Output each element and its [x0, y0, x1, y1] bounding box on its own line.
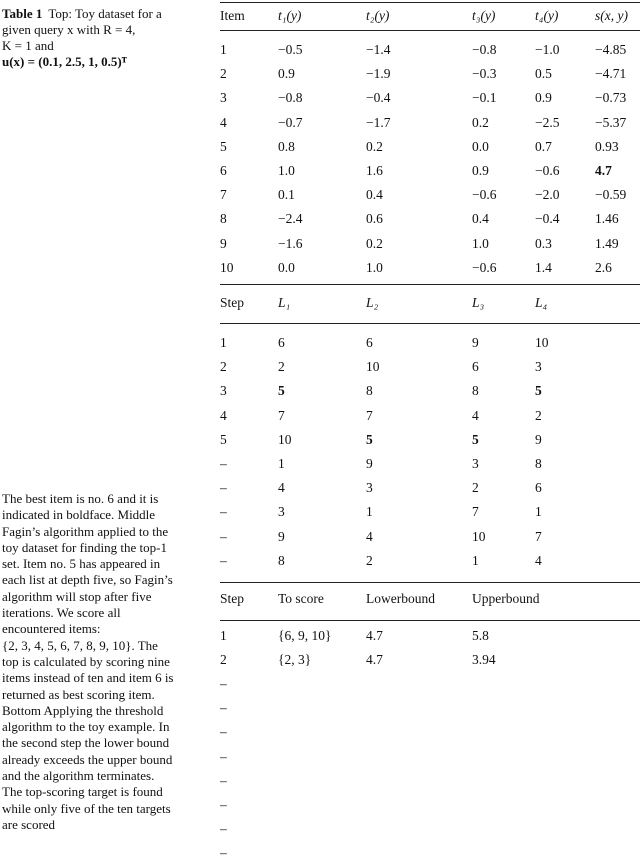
table-cell: −4.71: [595, 66, 627, 82]
table-cell: 2: [535, 407, 542, 423]
table-cell: 1: [278, 456, 285, 472]
table-row: [220, 207, 640, 231]
table-row: [220, 62, 640, 86]
caption-line: indicated in boldface. Middle: [2, 507, 156, 523]
table-cell: 1.0: [472, 235, 489, 251]
caption-line: iterations. We score all: [2, 605, 121, 621]
table-cell: 4.7: [366, 628, 383, 644]
threshold-table: [220, 589, 592, 609]
empty-step-dash: –: [220, 772, 227, 788]
header-cell: Step: [220, 295, 245, 310]
table-cell: 5: [472, 431, 479, 447]
table-row: [220, 111, 640, 135]
table-cell: 4.7: [366, 652, 383, 668]
table-row: [220, 183, 640, 207]
table-cell: 2: [278, 359, 285, 375]
caption-line: the second step the lower bound: [2, 735, 170, 751]
table-cell: 1: [472, 552, 479, 568]
table-cell: 8: [535, 456, 542, 472]
table-cell: 0.8: [278, 138, 295, 154]
table-cell: 1: [220, 335, 227, 351]
table-cell: 1: [220, 42, 227, 58]
table-cell: 10: [278, 431, 292, 447]
table-cell: −0.8: [278, 90, 303, 106]
table-cell: 0.1: [278, 187, 295, 203]
table-cell: 9: [535, 431, 542, 447]
table-cell: 2: [366, 552, 373, 568]
caption-bottom: [2, 491, 207, 833]
table-cell: −2.4: [278, 211, 303, 227]
table-cell: −1.4: [366, 42, 391, 58]
table-rule-top: [220, 2, 640, 3]
table-rule-header: [220, 620, 640, 621]
header-cell: s(x, y): [595, 8, 628, 23]
table-cell: 5: [535, 383, 542, 399]
table-cell: 9: [278, 528, 285, 544]
table-row: [220, 648, 592, 672]
table-rule-section: [220, 582, 640, 583]
table-cell: 2: [220, 359, 227, 375]
table-rule-section: [220, 284, 640, 285]
header-cell: t₂(y): [366, 8, 390, 23]
table-cell: 4: [366, 528, 373, 544]
table-cell: –: [220, 480, 227, 496]
table-cell: 3: [220, 383, 227, 399]
table-cell: 5: [220, 431, 227, 447]
caption-line: are scored: [2, 816, 56, 832]
table-cell: 3: [535, 359, 542, 375]
caption-line: Bottom Applying the threshold: [2, 702, 164, 718]
table-cell: 3: [366, 480, 373, 496]
table-row: [220, 355, 640, 379]
caption-line: top is calculated by scoring nine: [2, 653, 170, 669]
fagin-table: [220, 293, 640, 313]
table-cell: 0.93: [595, 138, 619, 154]
table-cell: 1.46: [595, 211, 619, 227]
table-cell: 0.9: [472, 163, 489, 179]
fagin-table-body: [220, 331, 640, 573]
table-cell: −0.3: [472, 66, 497, 82]
table-cell: 6: [278, 335, 285, 351]
header-cell: To score: [278, 591, 324, 606]
table-cell: –: [220, 552, 227, 568]
table-cell: −1.9: [366, 66, 391, 82]
table-cell: 1: [220, 628, 227, 644]
table-cell: 8: [366, 383, 373, 399]
table-cell: −0.6: [472, 187, 497, 203]
toy-dataset-table-body: [220, 38, 640, 280]
header-cell: L₃: [472, 295, 485, 310]
empty-step-dash: –: [220, 845, 227, 861]
table-cell: −5.37: [595, 114, 627, 130]
table-cell: 6: [535, 480, 542, 496]
table-header-row: [220, 6, 640, 26]
header-cell: L₁: [278, 295, 291, 310]
table-cell: 0.2: [366, 138, 383, 154]
table-cell: −0.8: [472, 42, 497, 58]
caption-line: while only five of the ten targets: [2, 800, 171, 816]
caption-line: The best item is no. 6 and it is: [2, 491, 159, 506]
table-row: [220, 500, 640, 524]
table-cell: {6, 9, 10}: [278, 628, 332, 644]
table-cell: −0.7: [278, 114, 303, 130]
caption-line: set. Item no. 5 has appeared in: [2, 556, 161, 572]
table-cell: −0.1: [472, 90, 497, 106]
header-cell: Lowerbound: [366, 591, 435, 606]
table-header-row: [220, 589, 592, 609]
table-header-row: [220, 293, 640, 313]
table-cell: 3: [278, 504, 285, 520]
table-cell: 1.0: [278, 163, 295, 179]
table-cell: 7: [366, 407, 373, 423]
header-cell: Step: [220, 591, 245, 606]
caption-line: given query x with R = 4,: [2, 22, 136, 37]
table-cell: 10: [535, 335, 549, 351]
table-cell: 0.7: [535, 138, 552, 154]
empty-step-dash: –: [220, 797, 227, 813]
table-cell: 0.9: [278, 66, 295, 82]
table-cell: 0.3: [535, 235, 552, 251]
table-rule-header: [220, 323, 640, 324]
empty-step-dash: –: [220, 700, 227, 716]
table-cell: −1.7: [366, 114, 391, 130]
table-cell: −0.59: [595, 187, 627, 203]
header-cell: t₃(y): [472, 8, 496, 23]
caption-line: each list at depth five, so Fagin’s: [2, 572, 173, 588]
table-cell: −0.73: [595, 90, 627, 106]
table-cell: 5.8: [472, 628, 489, 644]
table-cell: 10: [366, 359, 380, 375]
table-cell: 8: [278, 552, 285, 568]
table-cell: −0.6: [472, 259, 497, 275]
table-cell: 1.4: [535, 259, 552, 275]
header-cell: t₄(y): [535, 8, 559, 23]
empty-step-dash: –: [220, 748, 227, 764]
table-cell: −0.4: [535, 211, 560, 227]
table-row: [220, 159, 640, 183]
table-cell: 2: [472, 480, 479, 496]
table-cell: 0.0: [472, 138, 489, 154]
table-cell: 7: [278, 407, 285, 423]
table-cell: −0.4: [366, 90, 391, 106]
table-cell: 7: [472, 504, 479, 520]
table-row: [220, 452, 640, 476]
caption-line: encountered items:: [2, 621, 101, 637]
table-cell: 0.0: [278, 259, 295, 275]
empty-step-dash: –: [220, 676, 227, 691]
caption-line: {2, 3, 4, 5, 6, 7, 8, 9, 10}. The: [2, 637, 158, 653]
header-cell: L₂: [366, 295, 379, 310]
table-row: [220, 38, 640, 62]
table-cell: 10: [220, 259, 234, 275]
table-cell: 3: [220, 90, 227, 106]
table-cell: 10: [472, 528, 486, 544]
table-cell: 3: [472, 456, 479, 472]
table-cell: –: [220, 528, 227, 544]
table-cell: 4: [535, 552, 542, 568]
table-cell: 1.0: [366, 259, 383, 275]
caption-line: and the algorithm terminates.: [2, 768, 155, 784]
table-cell: 1.49: [595, 235, 619, 251]
table-cell: −0.6: [535, 163, 560, 179]
caption-line: returned as best scoring item.: [2, 686, 155, 702]
table-cell: −2.5: [535, 114, 560, 130]
table-row: [220, 256, 640, 280]
table-cell: 5: [366, 431, 373, 447]
table-row: [220, 232, 640, 256]
table-cell: 4: [472, 407, 479, 423]
table-row: [220, 86, 640, 110]
table-cell: –: [220, 504, 227, 520]
table-row: [220, 331, 640, 355]
table-cell: 4: [220, 114, 227, 130]
caption-line: already exceeds the upper bound: [2, 751, 173, 767]
table-rule-header: [220, 30, 640, 31]
table-row: [220, 476, 640, 500]
table-row: [220, 379, 640, 403]
table-cell: −1.6: [278, 235, 303, 251]
table-cell: 6: [220, 163, 227, 179]
table-cell: 1: [535, 504, 542, 520]
table-cell: 2: [220, 652, 227, 668]
table-cell: 4.7: [595, 163, 612, 179]
threshold-table-body: [220, 624, 592, 672]
caption-line: Fagin’s algorithm applied to the: [2, 523, 169, 539]
table-cell: 4: [278, 480, 285, 496]
empty-step-column: [220, 672, 227, 866]
table-cell: 0.4: [472, 211, 489, 227]
table-cell: 0.9: [535, 90, 552, 106]
table-row: [220, 135, 640, 159]
caption-line: items instead of ten and item 6 is: [2, 670, 174, 686]
table-cell: 8: [472, 383, 479, 399]
empty-step-dash: –: [220, 821, 227, 837]
table-cell: 9: [366, 456, 373, 472]
table-cell: −4.85: [595, 42, 627, 58]
table-cell: −0.5: [278, 42, 303, 58]
caption-line: Top: Toy dataset for a: [48, 6, 162, 21]
header-cell: t₁(y): [278, 8, 302, 23]
header-cell: Item: [220, 8, 245, 23]
caption-line: u(x) = (0.1, 2.5, 1, 0.5)ᵀ: [2, 54, 127, 69]
table-cell: 1.6: [366, 163, 383, 179]
table-cell: 2: [220, 66, 227, 82]
table-cell: 0.6: [366, 211, 383, 227]
caption-line: The top-scoring target is found: [2, 784, 163, 800]
table-cell: –: [220, 456, 227, 472]
caption-line: toy dataset for finding the top-1: [2, 539, 167, 555]
table-cell: 1: [366, 504, 373, 520]
table-cell: 4: [220, 407, 227, 423]
caption-line: algorithm will stop after five: [2, 588, 152, 604]
caption-label: Table 1: [2, 6, 43, 21]
table-cell: 0.2: [366, 235, 383, 251]
header-cell: L₄: [535, 295, 548, 310]
caption-line: algorithm to the toy example. In: [2, 719, 170, 735]
header-cell: Upperbound: [472, 591, 540, 606]
table-row: [220, 428, 640, 452]
caption-line: K = 1 and: [2, 38, 54, 53]
table-cell: 9: [472, 335, 479, 351]
table-cell: −1.0: [535, 42, 560, 58]
table-cell: 6: [472, 359, 479, 375]
table-cell: {2, 3}: [278, 652, 312, 668]
table-row: [220, 525, 640, 549]
table-cell: 0.2: [472, 114, 489, 130]
table-cell: 9: [220, 235, 227, 251]
table-cell: 0.5: [535, 66, 552, 82]
caption-top: [2, 6, 202, 70]
empty-step-dash: –: [220, 724, 227, 740]
table-cell: 5: [220, 138, 227, 154]
table-cell: 3.94: [472, 652, 496, 668]
table-cell: 0.4: [366, 187, 383, 203]
table-cell: 8: [220, 211, 227, 227]
table-row: [220, 624, 592, 648]
table-row: [220, 404, 640, 428]
table-cell: −2.0: [535, 187, 560, 203]
toy-dataset-table: [220, 6, 640, 26]
table-cell: 7: [535, 528, 542, 544]
table-cell: 6: [366, 335, 373, 351]
table-cell: 2.6: [595, 259, 612, 275]
table-row: [220, 549, 640, 573]
table-cell: 5: [278, 383, 285, 399]
table-cell: 7: [220, 187, 227, 203]
